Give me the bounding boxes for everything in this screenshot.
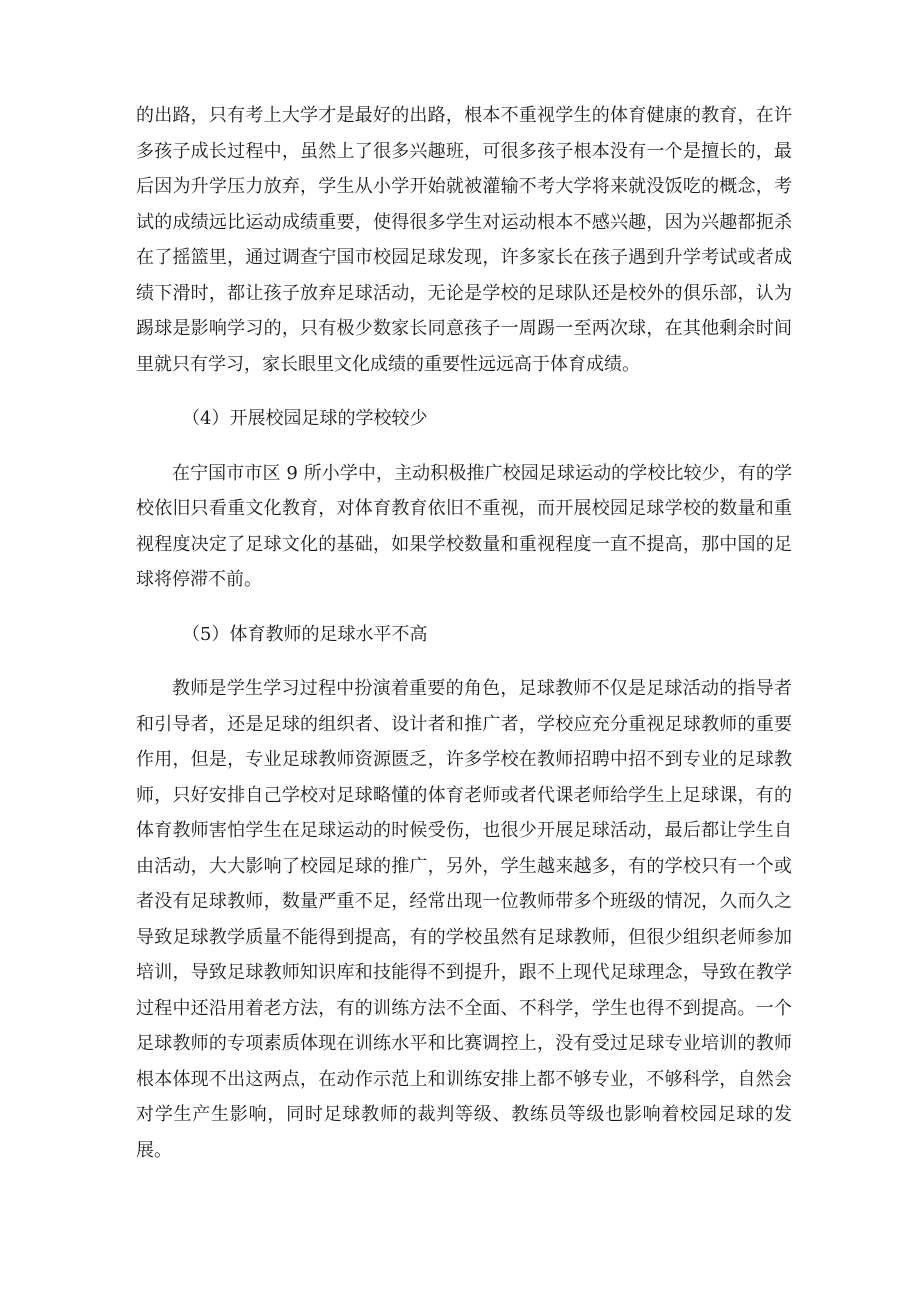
section-heading-4: （4）开展校园足球的学校较少 (182, 408, 428, 429)
paragraph-spacer (136, 382, 792, 401)
paragraph-teachers: 教师是学生学习过程中扮演着重要的角色，足球教师不仅是足球活动的指导者和引导者，还是足球的组织者、设计者和推广者，学校应充分重视足球教师的重要作用，但是，专业足球教师资源匮乏，许多学校在教师招聘中招不到专业的足球教师，只好安排自己学校对足球略懂的体育老师或者代课老师给学生上足球课，有的体育教师害怕学生在足球运动的时候受伤，也很少开展足球活动，最后都让学生自由活动，大大影响了校园足球的推广，另外，学生越来越多，有的学校只有一个或者没有足球教师，数量严重不足，经常出现一位教师带多个班级的情况，久而久之导致足球教学质量不能得到提高，有的学校虽然有足球教师，但很少组织老师参加培训，导致足球教师知识库和技能得不到提升，跟不上现代足球理念，导致在教学过程中还沿用着老方法，有的训练方法不全面、不科学，学生也得不到提高。一个足球教师的专项素质体现在训练水平和比赛调控上，没有受过足球专业培训的教师根本体现不出这两点，在动作示范上和训练安排上都不够专业，不够科学，自然会对学生产生影响，同时足球教师的裁判等级、教练员等级也影响着校园足球的发展。 (136, 678, 792, 1161)
paragraph-schools: 在宁国市市区 9 所小学中，主动积极推广校园足球运动的学校比较少，有的学校依旧只看重文化教育，对体育教育依旧不重视，而开展校园足球学校的数量和重视程度决定了足球文化的基础，如果学校数量和重视程度一直不提高，那中国的足球将停滞不前。 (136, 462, 792, 590)
paragraph-continuation: 的出路，只有考上大学才是最好的出路，根本不重视学生的体育健康的教育，在许多孩子成长过程中，虽然上了很多兴趣班，可很多孩子根本没有一个是擅长的，最后因为升学压力放弃，学生从小学开始就被灌输不考大学将来就没饭吃的概念，考试的成绩远比运动成绩重要，使得很多学生对运动根本不感兴趣，因为兴趣都扼杀在了摇篮里，通过调查宁国市校园足球发现，许多家长在孩子遇到升学考试或者成绩下滑时，都让孩子放弃足球活动，无论是学校的足球队还是校外的俱乐部，认为踢球是影响学习的，只有极少数家长同意孩子一周踢一至两次球，在其他剩余时间里就只有学习，家长眼里文化成绩的重要性远远高于体育成绩。 (136, 105, 792, 375)
paragraph-spacer (136, 598, 792, 617)
paragraph-spacer (136, 437, 792, 456)
document-body (136, 98, 792, 1168)
section-heading-5: （5）体育教师的足球水平不高 (182, 623, 428, 645)
paragraph-spacer (136, 652, 792, 671)
